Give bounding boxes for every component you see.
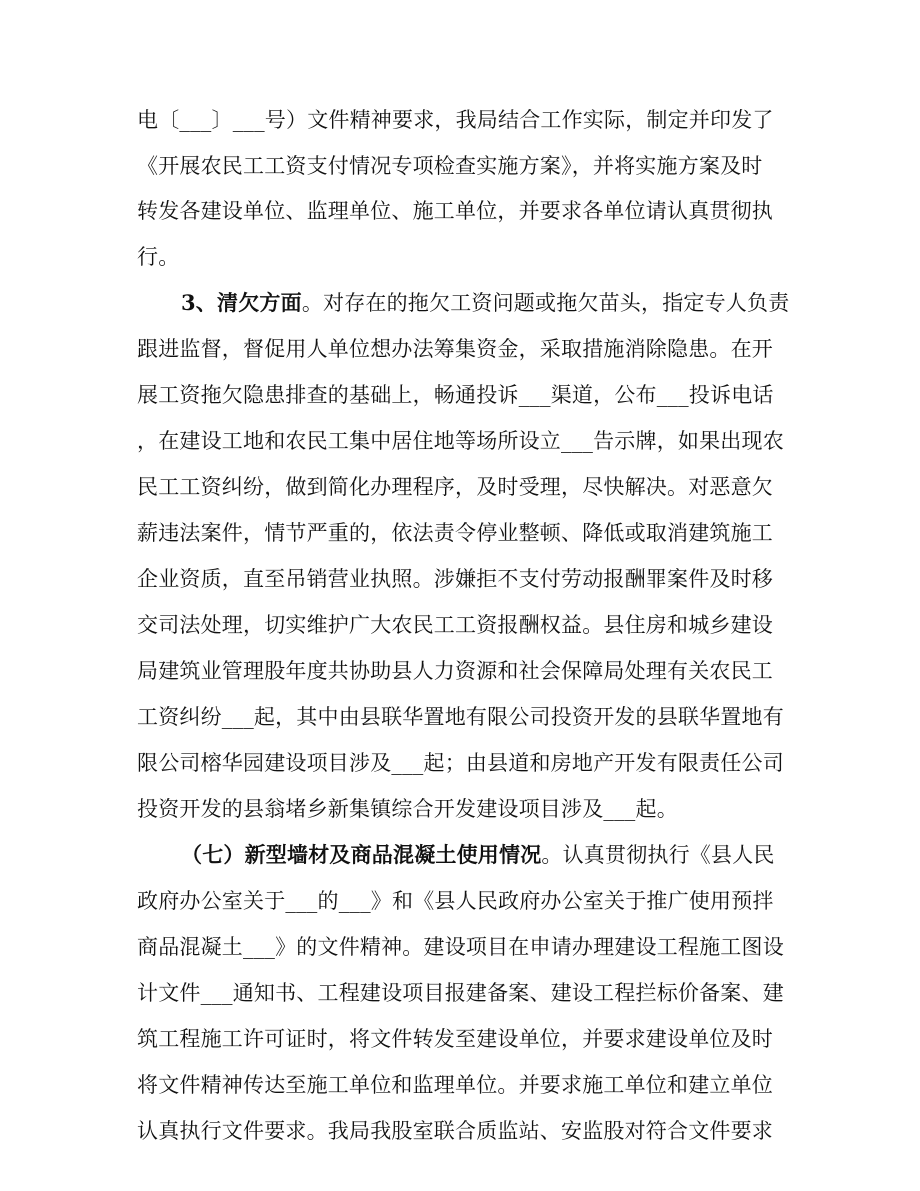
section-heading-wall-materials: （七）新型墙材及商品混凝土使用情况 bbox=[181, 842, 542, 867]
paragraph-2-line-12: 投资开发的县翁堵乡新集镇综合开发建设项目涉及___起。 bbox=[137, 797, 678, 821]
paragraph-3-first-text: 。认真贯彻执行《县人民 bbox=[541, 843, 775, 867]
paragraph-2-line-5: 民工工资纠纷，做到简化办理程序，及时受理，尽快解决。对恶意欠 bbox=[137, 475, 773, 499]
paragraph-2-line-11: 限公司榕华园建设项目涉及___起；由县道和房地产开发有限责任公司 bbox=[137, 751, 784, 775]
paragraph-2-line-2: 跟进监督，督促用人单位想办法筹集资金，采取措施消除隐患。在开 bbox=[137, 337, 773, 361]
paragraph-3-line-1 bbox=[181, 841, 801, 869]
paragraph-3-line-3: 商品混凝土___》的文件精神。建设项目在申请办理建设工程施工图设 bbox=[137, 935, 784, 959]
paragraph-2-line-4: ，在建设工地和农民工集中居住地等场所设立___告示牌，如果出现农 bbox=[137, 429, 784, 453]
paragraph-1-line-3: 转发各建设单位、监理单位、施工单位，并要求各单位请认真贯彻执 bbox=[137, 199, 773, 223]
paragraph-2-line-3: 展工资拖欠隐患排查的基础上，畅通投诉___渠道，公布___投诉电话 bbox=[137, 383, 774, 407]
paragraph-2-line-9: 局建筑业管理股年度共协助县人力资源和社会保障局处理有关农民工 bbox=[137, 659, 773, 683]
section-heading-arrears: 3、清欠方面 bbox=[181, 290, 302, 315]
paragraph-3-line-6: 将文件精神传达至施工单位和监理单位。并要求施工单位和建立单位 bbox=[137, 1073, 773, 1097]
paragraph-3-line-7: 认真执行文件要求。我局我股室联合质监站、安监股对符合文件要求 bbox=[137, 1119, 773, 1143]
paragraph-3-line-5: 筑工程施工许可证时，将文件转发至建设单位，并要求建设单位及时 bbox=[137, 1027, 773, 1051]
paragraph-3-line-4: 计文件___通知书、工程建设项目报建备案、建设工程拦标价备案、建 bbox=[137, 981, 784, 1005]
paragraph-1-line-2: 《开展农民工工资支付情况专项检查实施方案》，并将实施方案及时 bbox=[137, 154, 763, 178]
paragraph-2-line-1 bbox=[181, 289, 801, 317]
paragraph-2-line-7: 企业资质，直至吊销营业执照。涉嫌拒不支付劳动报酬罪案件及时移 bbox=[137, 567, 773, 591]
paragraph-2-first-text: 。对存在的拖欠工资问题或拖欠苗头，指定专人负责 bbox=[301, 291, 790, 315]
paragraph-3-line-2: 政府办公室关于___的___》和《县人民政府办公室关于推广使用预拌 bbox=[137, 889, 774, 913]
paragraph-2-line-8: 交司法处理，切实维护广大农民工工资报酬权益。县住房和城乡建设 bbox=[137, 613, 773, 637]
paragraph-1-line-4: 行。 bbox=[137, 245, 180, 269]
paragraph-1-line-1: 电〔___〕___号）文件精神要求，我局结合工作实际，制定并印发了 bbox=[137, 108, 774, 132]
paragraph-2-line-10: 工资纠纷___起，其中由县联华置地有限公司投资开发的县联华置地有 bbox=[137, 705, 784, 729]
paragraph-2-line-6: 薪违法案件，情节严重的，依法责令停业整顿、降低或取消建筑施工 bbox=[137, 521, 773, 545]
